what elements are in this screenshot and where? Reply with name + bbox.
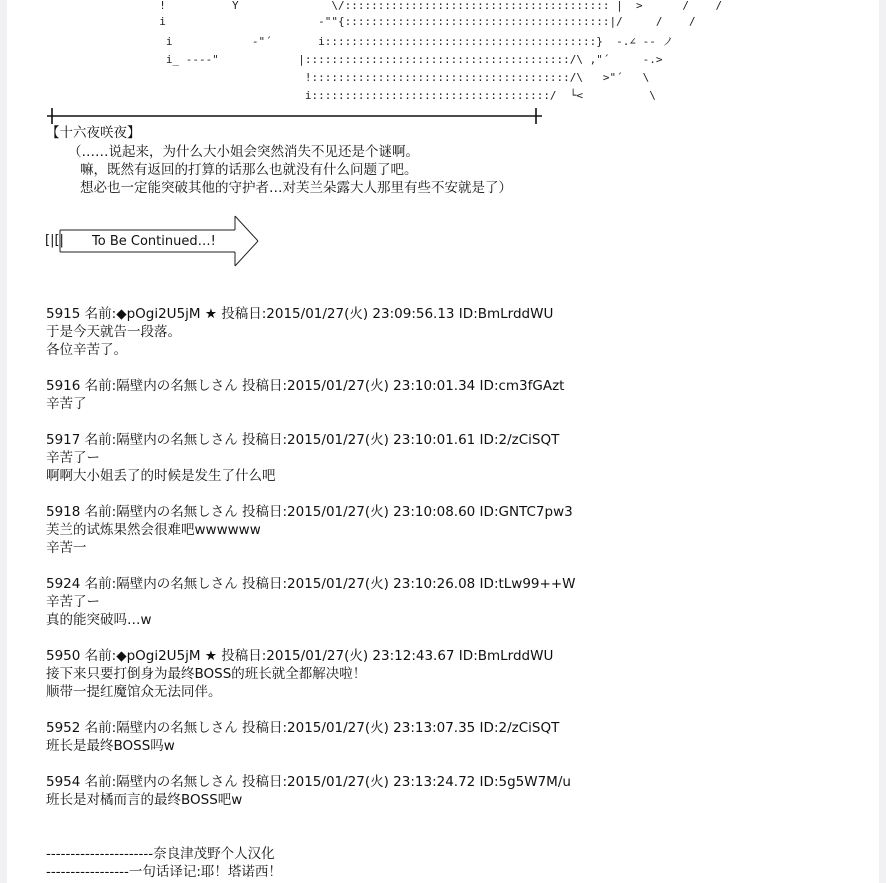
- translator-quote: -----------------一句话译记:耶！塔诺西！: [46, 864, 282, 880]
- translator-credit: ----------------------奈良津茂野个人汉化: [46, 846, 275, 862]
- ascii-row: i -""{::::::::::::::::::::::::::::::::::::::::|/ / /: [40, 15, 696, 28]
- right-margin: [879, 0, 886, 883]
- post-header: 5916 名前:隔壁内の名無しさん 投稿日:2015/01/27(火) 23:10:01.34 ID:cm3fGAzt: [46, 378, 565, 394]
- post-header: 5915 名前:◆pOgi2U5jM ★ 投稿日:2015/01/27(火) 23:09:56.13 ID:BmLrddWU: [46, 306, 554, 322]
- dialogue-line: 想必也一定能突破其他的守护者…对芙兰朵露大人那里有些不安就是了）: [80, 180, 512, 196]
- post-header: 5954 名前:隔壁内の名無しさん 投稿日:2015/01/27(火) 23:13:24.72 ID:5g5W7M/u: [46, 774, 571, 790]
- post-body-line: 辛苦了ー: [46, 594, 100, 610]
- post-header: 5952 名前:隔壁内の名無しさん 投稿日:2015/01/27(火) 23:13:07.35 ID:2/zCiSQT: [46, 720, 560, 736]
- post-body-line: 辛苦了: [46, 396, 87, 412]
- dialogue-line: （……说起来，为什么大小姐会突然消失不见还是个谜啊。: [68, 144, 419, 160]
- ascii-row: i -"´ i:::::::::::::::::::::::::::::::::::::::::} -.∠ -- ノ: [40, 35, 674, 48]
- post-header: 5950 名前:◆pOgi2U5jM ★ 投稿日:2015/01/27(火) 23:12:43.67 ID:BmLrddWU: [46, 648, 554, 664]
- post-body-line: 各位辛苦了。: [46, 342, 127, 358]
- post-body-line: 辛苦了ー: [46, 450, 100, 466]
- post-body-line: 芙兰的试炼果然会很难吧wwwwww: [46, 522, 261, 538]
- ascii-row: i_ --‐‐" |::::::::::::::::::::::::::::::::::::::::/\ ,"´ -.>: [40, 53, 663, 66]
- to-be-continued: To Be Continued…!: [92, 234, 216, 249]
- speaker-name: 【十六夜咲夜】: [46, 125, 141, 141]
- continued-prefix: [|[|: [45, 233, 64, 248]
- post-body-line: 班长是最终BOSS吗w: [46, 738, 175, 754]
- post-body-line: 真的能突破吗…w: [46, 612, 152, 628]
- ascii-row: !:::::::::::::::::::::::::::::::::::::::/\ >"´ \: [40, 71, 650, 84]
- post-header: 5917 名前:隔壁内の名無しさん 投稿日:2015/01/27(火) 23:10:01.61 ID:2/zCiSQT: [46, 432, 560, 448]
- post-body-line: 接下来只要打倒身为最终BOSS的班长就全都解决啦！: [46, 666, 367, 682]
- post-body-line: 班长是对橘而言的最终BOSS吧w: [46, 792, 243, 808]
- post-body-line: 顺带一提红魔馆众无法同伴。: [46, 684, 222, 700]
- left-margin: [0, 0, 7, 883]
- dialogue-line: 嘛，既然有返回的打算的话那么也就没有什么问题了吧。: [80, 162, 418, 178]
- ascii-row: i::::::::::::::::::::::::::::::::::::/ └< \: [40, 89, 656, 102]
- post-body-line: 于是今天就告一段落。: [46, 324, 181, 340]
- post-header: 5918 名前:隔壁内の名無しさん 投稿日:2015/01/27(火) 23:10:08.60 ID:GNTC7pw3: [46, 504, 573, 520]
- post-body-line: 啊啊大小姐丢了的时候是发生了什么吧: [46, 468, 276, 484]
- ascii-row: ! Y \/:::::::::::::::::::::::::::::::::::::::: | > / /: [40, 0, 723, 12]
- post-body-line: 辛苦一: [46, 540, 87, 556]
- post-header: 5924 名前:隔壁内の名無しさん 投稿日:2015/01/27(火) 23:10:26.08 ID:tLw99++W: [46, 576, 576, 592]
